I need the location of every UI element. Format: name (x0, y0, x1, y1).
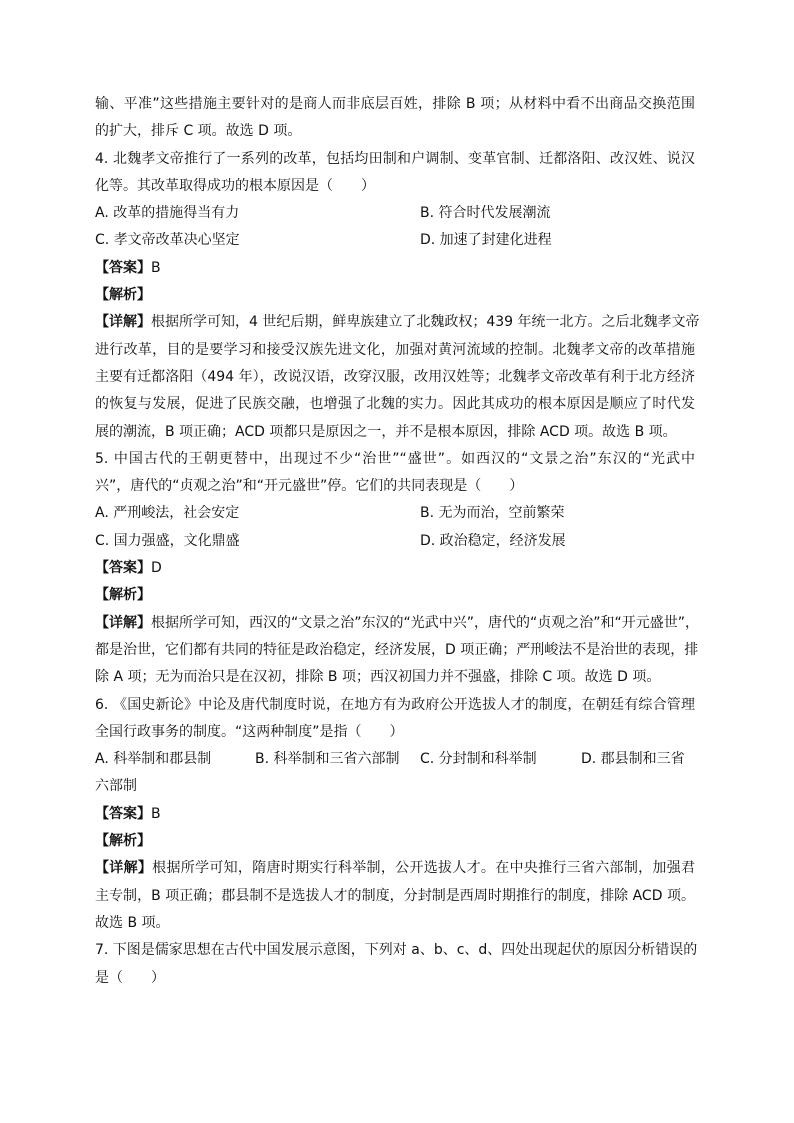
option-d: D. 加速了封建化进程 (420, 232, 552, 249)
option-a: A. 严刑峻法，社会安定 (95, 505, 240, 522)
q3-explanation-line: 的扩大，排斥 C 项。故选 D 项。 (95, 123, 302, 140)
question-5-options-row (95, 500, 695, 527)
question-5-stem: 兴”，唐代的“贞观之治”和“开元盛世”停。它们的共同表现是（ ） (95, 478, 524, 495)
detail-line: 进行改革，目的是要学习和接受汉族先进文化，加强对黄河流域的控制。北魏孝文帝的改革措施 (95, 341, 695, 358)
detail-line (95, 610, 700, 637)
question-6-stem: 6. 《国史新论》中论及唐代制度时说，在地方有为政府公开选拔人才的制度，在朝廷有综合管理 (95, 696, 695, 713)
detail-tag: 【详解】 (95, 314, 151, 331)
detail-line: 的恢复与发展，促进了民族交融，也增强了北魏的实力。因此其成功的根本原因是顺应了时代发 (95, 396, 695, 413)
answer-value: B (151, 259, 161, 276)
option-a: A. 科举制和郡县制 (95, 751, 212, 768)
answer-value: D (151, 560, 162, 577)
q3-explanation-line: 输、平准”这些措施主要针对的是商人而非底层百姓，排除 B 项；从材料中看不出商品交换范围 (95, 96, 695, 112)
answer-tag: 【答案】 (95, 259, 151, 276)
detail-line: 都是治世，它们都有共同的特征是政治稳定，经济发展，D 项正确；严刑峻法不是治世的表现，排 (95, 641, 699, 658)
detail-text: 根据所学可知，西汉的“文景之治”东汉的“光武中兴”，唐代的“贞观之治”和“开元盛世”， (151, 614, 700, 631)
question-7-stem: 是（ ） (95, 969, 165, 986)
option-d: D. 郡县制和三省 (581, 751, 685, 768)
answer-line (95, 801, 695, 828)
detail-tag: 【详解】 (95, 860, 153, 877)
detail-line: 主要有迁都洛阳（494 年），改说汉语，改穿汉服，改用汉姓等；北魏孝文帝改革有利于北方经济 (95, 368, 695, 385)
option-d: D. 政治稳定，经济发展 (420, 532, 566, 549)
question-4-stem: 化等。其改革取得成功的根本原因是（ ） (95, 177, 375, 194)
option-d-continued: 六部制 (95, 778, 137, 795)
question-5-stem: 5. 中国古代的王朝更替中，出现过不少“治世”“盛世”。如西汉的“文景之治”东汉的“光武中 (95, 450, 695, 467)
analysis-tag: 【解析】 (95, 287, 151, 304)
question-5-options-row (95, 528, 695, 555)
question-4-options-row (95, 227, 695, 254)
answer-line (95, 555, 695, 582)
detail-text: 根据所学可知，4 世纪后期，鲜卑族建立了北魏政权；439 年统一北方。之后北魏孝文帝 (151, 314, 700, 331)
detail-line (95, 855, 695, 882)
question-4-options-row (95, 200, 695, 227)
question-4-stem: 4. 北魏孝文帝推行了一系列的改革，包括均田制和户调制、变革官制、迁都洛阳、改汉姓、说汉 (95, 150, 695, 167)
option-a: A. 改革的措施得当有力 (95, 205, 240, 222)
question-6-options-row (95, 746, 695, 773)
answer-value: B (151, 805, 161, 822)
answer-line (95, 255, 695, 282)
answer-tag: 【答案】 (95, 560, 151, 577)
detail-text: 根据所学可知，隋唐时期实行科举制，公开选拔人才。在中央推行三省六部制，加强君 (152, 860, 695, 877)
analysis-tag: 【解析】 (95, 587, 151, 604)
question-6-stem: 全国行政事务的制度。“这两种制度”是指（ ） (95, 723, 404, 740)
detail-line: 主专制，B 项正确；郡县制不是选拔人才的制度，分封制是西周时期推行的制度，排除 ACD 项。 (95, 887, 695, 904)
option-c: C. 分封制和科举制 (420, 751, 537, 768)
detail-line: 故选 B 项。 (95, 914, 170, 931)
analysis-tag: 【解析】 (95, 833, 151, 850)
option-c: C. 国力强盛，文化鼎盛 (95, 532, 240, 549)
answer-tag: 【答案】 (95, 805, 151, 822)
option-c: C. 孝文帝改革决心坚定 (95, 232, 240, 249)
detail-tag: 【详解】 (95, 614, 151, 631)
detail-line: 展的潮流，B 项正确；ACD 项都只是原因之一，并不是根本原因，排除 ACD 项。故选 B 项。 (95, 423, 677, 440)
question-7-stem: 7. 下图是儒家思想在古代中国发展示意图，下列对 a、b、c、d、四处出现起伏的原因分析错误的 (95, 942, 698, 959)
detail-line: 除 A 项；无为而治只是在汉初，排除 B 项；西汉初国力并不强盛，排除 C 项。故选 D 项。 (95, 669, 661, 686)
option-b: B. 科举制和三省六部制 (255, 751, 400, 768)
document-page (95, 91, 700, 992)
option-b: B. 无为而治，空前繁荣 (420, 505, 565, 522)
detail-line (95, 309, 700, 336)
option-b: B. 符合时代发展潮流 (420, 205, 551, 222)
